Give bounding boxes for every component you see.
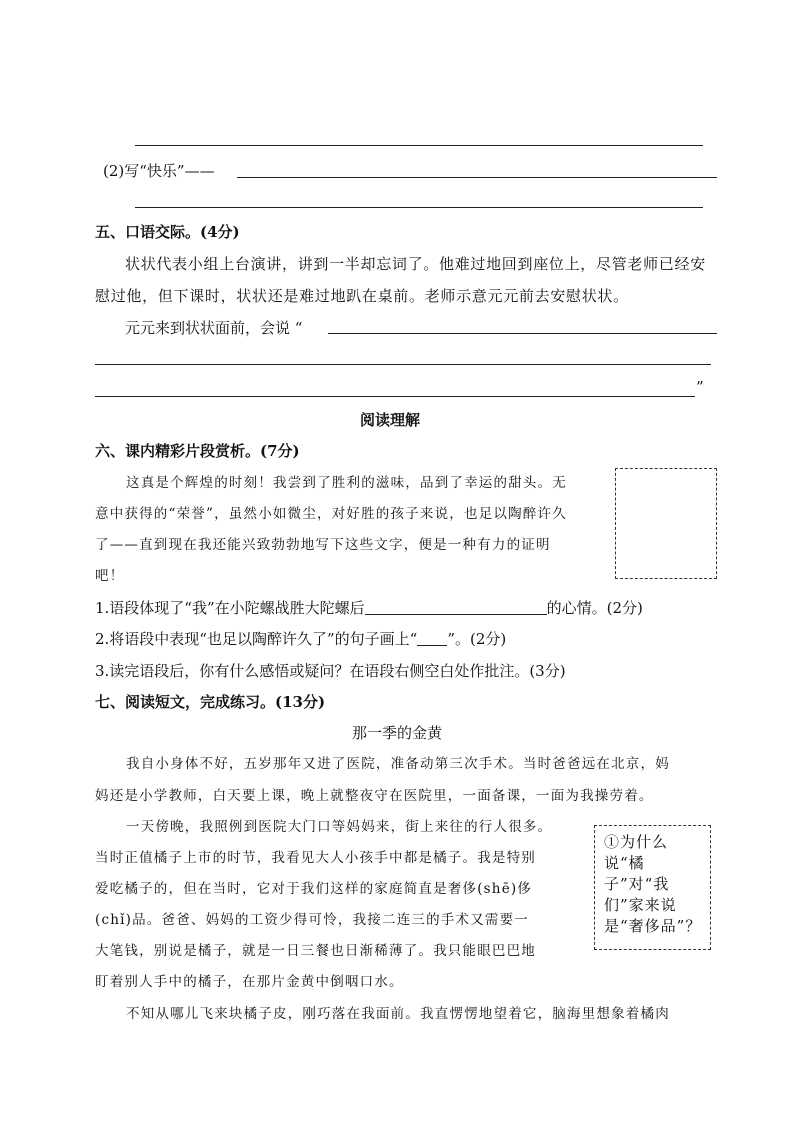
paragraph-line: 状状代表小组上台演讲，讲到一半却忘词了。他难过地回到座位上，尽管老师已经安 <box>125 255 706 273</box>
story-line: 一天傍晚，我照例到医院大门口等妈妈来，街上来往的行人很多。 <box>126 819 553 835</box>
answer-line[interactable] <box>135 145 703 146</box>
story-line: 妈还是小学教师，白天要上课，晚上就整夜守在医院里，一面备课，一面为我操劳着。 <box>95 788 654 804</box>
answer-blank[interactable] <box>365 613 547 615</box>
answer-line[interactable] <box>95 396 695 397</box>
paragraph-line: 慰过他，但下课时，状状还是难过地趴在桌前。老师示意元元前去安慰状状。 <box>95 287 629 305</box>
passage-line: 了——直到现在我还能兴致勃勃地写下这些文字，便是一种有力的证明 <box>95 537 551 553</box>
prompt-text: 元元来到状状面前，会说 “ <box>125 319 303 337</box>
story-line: 当时正值橘子上市的时节，我看见大人小孩手中都是橘子。我是特别 <box>95 850 536 866</box>
section-title: 五、口语交际。(4分) <box>95 223 240 241</box>
question-2 <box>95 628 506 650</box>
story-line: 盯着别人手中的橘子，在那片金黄中倒咽口水。 <box>95 974 404 990</box>
annotation-box[interactable] <box>615 468 717 579</box>
item-label: (2)写“快乐”—— <box>103 162 215 180</box>
question-text: 2.将语段中表现“也足以陶醉许久了”的句子画上“ <box>95 630 418 648</box>
section-title: 六、课内精彩片段赏析。(7分) <box>95 442 300 460</box>
question-text: 1.语段体现了“我”在小陀螺战胜大陀螺后 <box>95 599 365 617</box>
closing-quote: ” <box>696 378 704 396</box>
story-title: 那一季的金黄 <box>352 724 443 742</box>
answer-line[interactable] <box>328 333 717 334</box>
underline-mark <box>417 644 447 646</box>
story-line: 我自小身体不好，五岁那年又进了医院，准备动第三次手术。当时爸爸远在北京，妈 <box>126 756 670 772</box>
passage-line: 吧！ <box>95 568 125 584</box>
story-line: 不知从哪儿飞来块橘子皮，刚巧落在我面前。我直愣愣地望着它，脑海里想象着橘肉 <box>126 1006 670 1022</box>
reading-heading: 阅读理解 <box>360 411 421 429</box>
question-text: 的心情。(2分) <box>546 599 643 617</box>
section-title: 七、阅读短文，完成练习。(13分) <box>95 693 326 711</box>
answer-line[interactable] <box>237 177 717 178</box>
story-line: 大笔钱，别说是橘子，就是一日三餐也日渐稀薄了。我只能眼巴巴地 <box>95 943 536 959</box>
story-line: (chǐ)品。爸爸、妈妈的工资少得可怜，我接二连三的手术又需要一 <box>95 912 530 928</box>
question-3: 3.读完语段后，你有什么感悟或疑问？在语段右侧空白处作批注。(3分) <box>95 662 566 680</box>
answer-line[interactable] <box>135 207 703 208</box>
story-line: 爱吃橘子的，但在当时，它对于我们这样的家庭简直是奢侈(shē)侈 <box>95 881 533 897</box>
answer-line[interactable] <box>95 364 711 365</box>
question-text: ”。(2分) <box>447 630 507 648</box>
question-1 <box>95 597 643 619</box>
passage-line: 意中获得的“荣誉”，虽然小如微尘，对好胜的孩子来说，也足以陶醉许久 <box>95 506 567 522</box>
margin-note: ①为什么说“橘子”对“我们”家来说是“奢侈品”？ <box>604 833 702 935</box>
passage-line: 这真是个辉煌的时刻！我尝到了胜利的滋味，品到了幸运的甜头。无 <box>126 475 567 491</box>
